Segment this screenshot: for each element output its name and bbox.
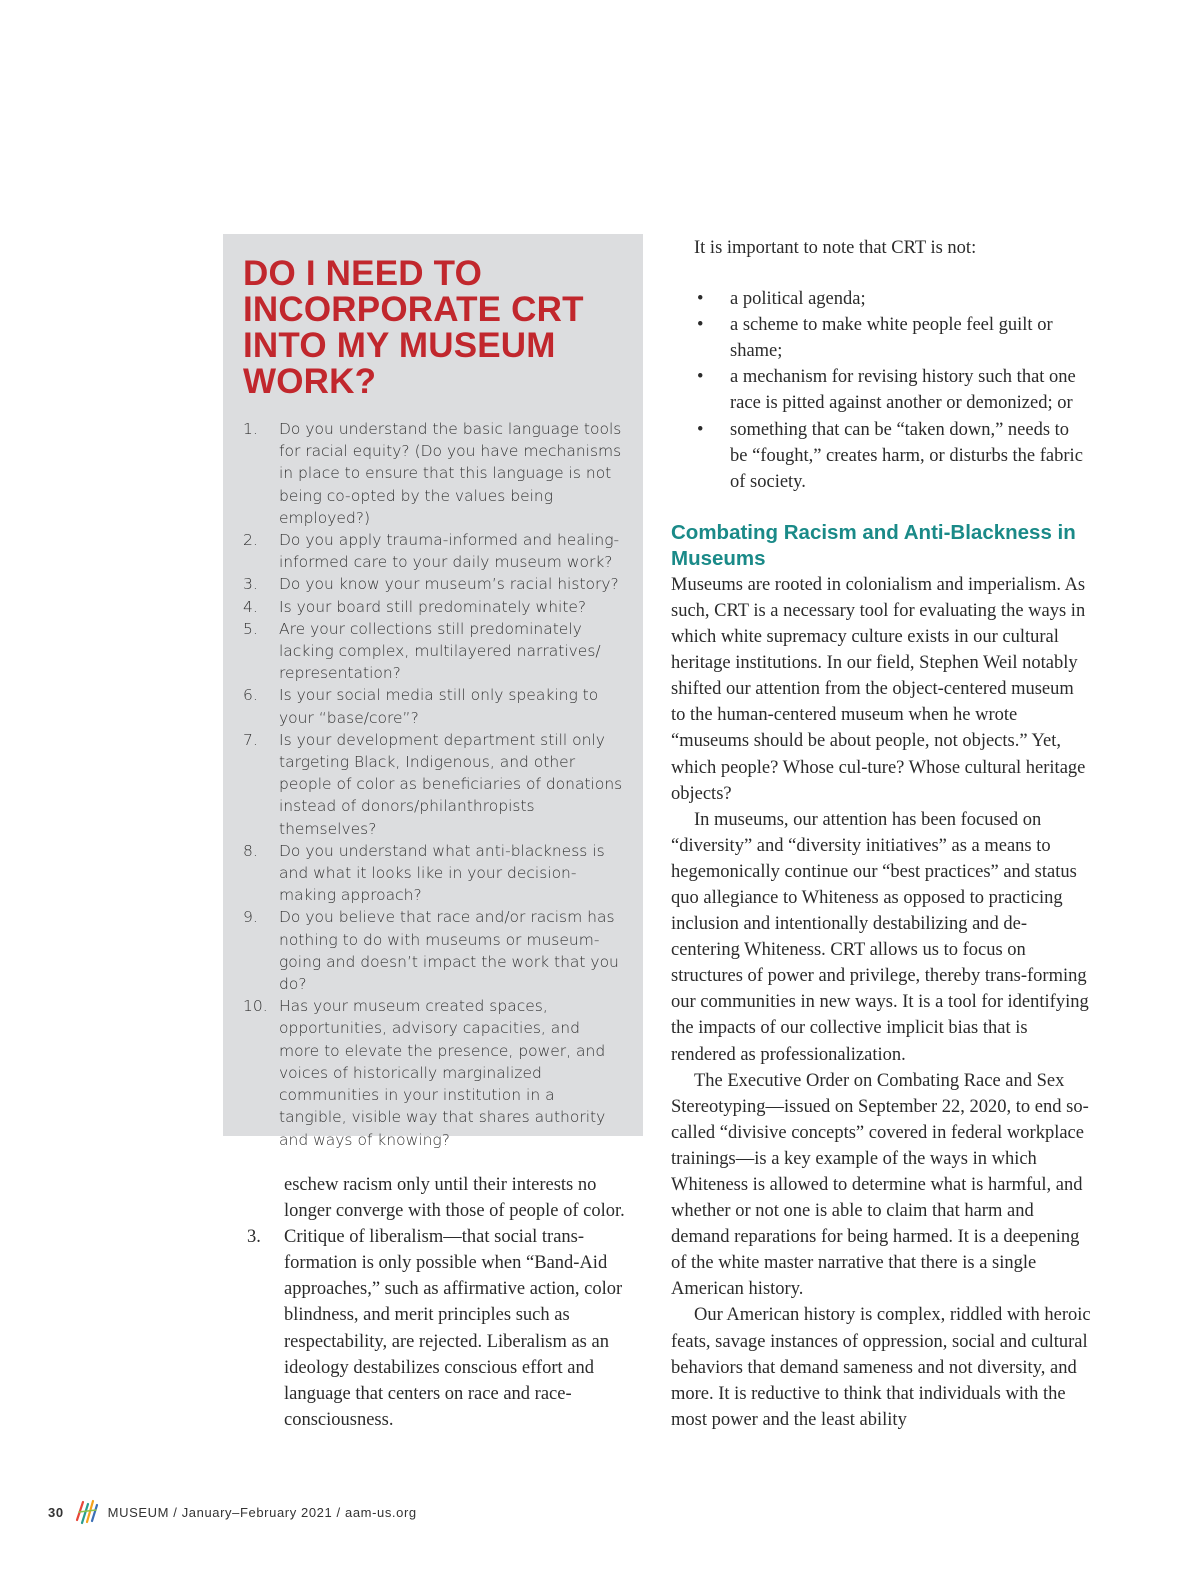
item-number: 10. (243, 997, 268, 1016)
item-number: 4. (243, 597, 258, 616)
item-text: Has your museum created spaces, opportunities, advisory capacities, and more to elevate the presence, power, and voices of historically marginalized communities in your institution in a tangible, visible way that shares authority and ways of knowing? (279, 997, 606, 1149)
list-item (243, 729, 623, 840)
list-item (671, 417, 1091, 495)
item-text: a scheme to make white people feel guilt or shame; (730, 315, 1053, 362)
list-item (671, 286, 1091, 312)
item-number: 7. (243, 730, 258, 749)
bullet-icon: • (697, 315, 704, 336)
bullet-icon: • (697, 289, 704, 310)
page-number: 30 (48, 1504, 64, 1520)
website-link[interactable]: aam-us.org (344, 1504, 417, 1520)
left-column-body (247, 1172, 642, 1433)
item-number: 3. (247, 1227, 261, 1248)
list-item (243, 573, 623, 595)
item-text: Is your social media still only speaking to your “base/core”? (279, 686, 599, 727)
list-item (243, 995, 623, 1150)
bullet-list (671, 286, 1091, 495)
list-item (671, 364, 1091, 416)
sidebar-title: DO I NEED TO INCORPORATE CRT INTO MY MUSEUM WORK? (243, 254, 584, 401)
list-item (671, 312, 1091, 364)
issue-date: January–February 2021 (181, 1504, 333, 1520)
bullet-icon: • (697, 367, 704, 388)
item-text: Do you believe that race and/or racism has nothing to do with museums or museum-going and doesn’t impact the work that you do? (279, 908, 619, 994)
item-text: Critique of liberalism—that social trans-formation is only possible when “Band-Aid approaches,” such as affirmative action, color blindness, and merit principles such as respectability, are rejected. Liberalism as an ideology destabilizes conscious effort and language that centers on race and race-consciousness. (284, 1227, 623, 1430)
paragraph: In museums, our attention has been focused on “diversity” and “diversity initiatives” as a means to hegemonically continue our “best practices” and status quo allegiance to Whiteness as opposed to practicing inclusion and intentionally destabilizing and de-centering Whiteness. CRT allows us to focus on structures of power and privilege, thereby trans-forming our communities in new ways. It is a tool for identifying the impacts of our collective implicit bias that is rendered as professionalization. (671, 809, 1089, 1065)
list-item (243, 618, 623, 685)
item-text: a political agenda; (730, 289, 866, 310)
question-list (243, 418, 623, 1151)
item-text: Do you understand the basic language tools for racial equity? (Do you have mechanisms in place to ensure that this language is not being co-opted by the values being employed?) (279, 420, 622, 527)
paragraph: The Executive Order on Combating Race and Sex Stereotyping—issued on September 22, 2020, to end so-called “divisive concepts” covered in federal workplace trainings—is a key example of the ways in which Whiteness is allowed to determine what is harmful, and whether or not one is able to claim that harm and demand reparations for being harmed. It is a deepening of the white master narrative that there is a single American history. (671, 1070, 1089, 1300)
item-text: Do you apply trauma-informed and healing-informed care to your daily museum work? (279, 531, 620, 572)
intro-text: It is important to note that CRT is not: (694, 238, 977, 258)
list-item (243, 529, 623, 573)
footer-separator: / (332, 1504, 345, 1520)
list-item (247, 1224, 642, 1433)
item-number: 9. (243, 908, 258, 927)
item-text: Is your board still predominately white? (279, 597, 587, 616)
list-item (243, 906, 623, 995)
item-number: 5. (243, 619, 258, 638)
list-item (243, 596, 623, 618)
list-item (243, 840, 623, 907)
item-number: 2. (243, 531, 258, 550)
item-text: a mechanism for revising history such that one race is pitted against another or demonized; or (730, 367, 1076, 414)
bullet-icon: • (697, 419, 704, 440)
item-number: 1. (243, 420, 258, 438)
aam-logo-icon (74, 1498, 100, 1526)
item-number: 8. (243, 841, 258, 860)
page-footer (48, 1498, 417, 1526)
list-item (243, 418, 623, 529)
item-number: 6. (243, 686, 258, 705)
item-text: Do you understand what anti-blackness is and what it looks like in your decision-making approach? (279, 841, 605, 905)
item-text: something that can be “taken down,” needs to be “fought,” creates harm, or disturbs the fabric of society. (730, 419, 1083, 492)
paragraph: Museums are rooted in colonialism and imperialism. As such, CRT is a necessary tool for evaluating the ways in which white supremacy culture exists in our cultural heritage institutions. In our field, Stephen Weil notably shifted our attention from the object-centered museum to the human-centered museum when he wrote “museums should be about people, not objects.” Yet, which people? Whose cul-ture? Whose cultural heritage objects? (671, 574, 1086, 804)
item-text: Are your collections still predominately lacking complex, multilayered narratives/ representation? (279, 619, 601, 683)
item-text: Is your development department still only targeting Black, Indigenous, and other people of color as beneficiaries of donations instead of donors/philanthropists themselves? (279, 730, 623, 838)
continuation-text: eschew racism only until their interests no longer converge with those of people of color. (284, 1175, 625, 1222)
footer-separator: / (169, 1504, 182, 1520)
item-text: Do you know your museum’s racial history? (279, 575, 619, 594)
paragraph: Our American history is complex, riddled with heroic feats, savage instances of oppression, social and cultural behaviors that demand sameness and not diversity, and more. It is reductive to think that individuals with the most power and the least ability (671, 1305, 1091, 1430)
sidebar-box (223, 234, 643, 1149)
magazine-name: MUSEUM (107, 1504, 170, 1520)
right-column (671, 235, 1091, 1433)
section-heading: Combating Racism and Anti-Blackness in Museums (671, 520, 1076, 570)
list-item (243, 684, 623, 728)
item-number: 3. (243, 575, 258, 594)
